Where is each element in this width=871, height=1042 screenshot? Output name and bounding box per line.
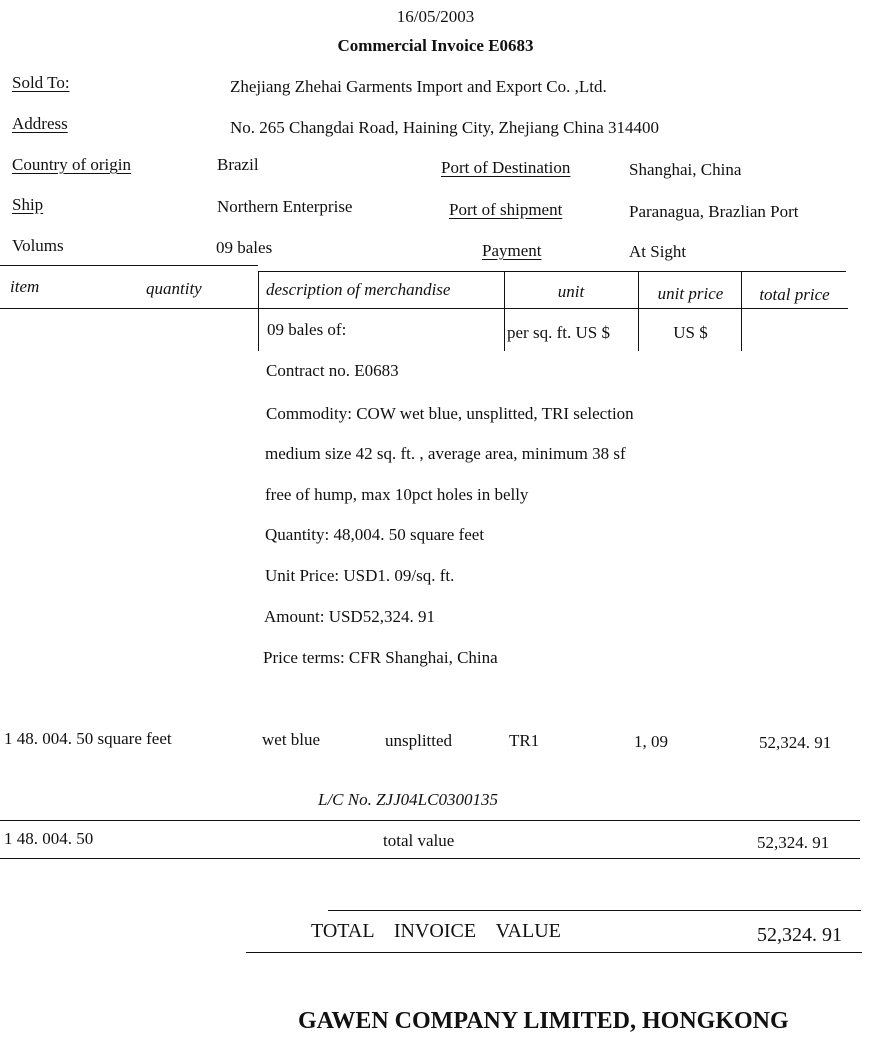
detail-contract: Contract no. E0683: [266, 361, 399, 380]
ship-label: Ship: [12, 195, 44, 214]
sold-to-label: Sold To:: [12, 73, 70, 92]
invoice-total-label: TOTAL INVOICE VALUE: [311, 920, 561, 942]
header-total-price: total price: [759, 285, 830, 304]
detail-hump: free of hump, max 10pct holes in belly: [265, 485, 529, 504]
header-description: description of merchandise: [266, 280, 451, 299]
destination-label: Port of Destination: [441, 158, 571, 177]
volums-value: 09 bales: [216, 238, 273, 257]
ship-value: Northern Enterprise: [217, 197, 353, 216]
payment-value: At Sight: [629, 242, 687, 261]
invoice-total-bottom-rule: [246, 952, 862, 953]
line-item-quantity: 1 48. 004. 50 square feet: [4, 729, 172, 748]
origin-value: Brazil: [217, 155, 259, 174]
header-item: item: [10, 277, 40, 296]
invoice-title: Commercial Invoice E0683: [337, 36, 534, 55]
destination-value: Shanghai, China: [629, 160, 742, 179]
line-item-type: wet blue: [262, 730, 321, 749]
header-quantity: quantity: [146, 279, 202, 298]
line-item-price: 1, 09: [634, 732, 668, 751]
col-divider-1: [258, 271, 259, 351]
line-item-split: unsplitted: [385, 731, 453, 750]
first-row-description: 09 bales of:: [267, 320, 347, 339]
total-row-value: 52,324. 91: [757, 833, 830, 852]
shipment-value: Paranagua, Brazlian Port: [629, 202, 799, 221]
detail-price-terms: Price terms: CFR Shanghai, China: [263, 648, 498, 667]
detail-quantity: Quantity: 48,004. 50 square feet: [265, 525, 485, 544]
company-name: GAWEN COMPANY LIMITED, HONGKONG: [298, 1008, 789, 1034]
total-row-bottom-rule: [0, 858, 860, 859]
detail-commodity: Commodity: COW wet blue, unsplitted, TRI selection: [266, 404, 634, 423]
col-divider-4: [741, 271, 742, 351]
header-unit: unit: [557, 282, 585, 301]
invoice-total-value: 52,324. 91: [757, 924, 842, 946]
lc-number: L/C No. ZJJ04LC0300135: [318, 790, 498, 809]
payment-label: Payment: [482, 241, 542, 260]
invoice-total-top-rule: [328, 910, 861, 911]
table-top-rule-left: [0, 265, 258, 266]
table-top-rule-right: [258, 271, 846, 272]
line-item-total: 52,324. 91: [759, 733, 832, 752]
origin-label: Country of origin: [12, 155, 131, 174]
shipment-label: Port of shipment: [449, 200, 563, 219]
address-value: No. 265 Changdai Road, Haining City, Zhejiang China 314400: [230, 118, 660, 137]
detail-unit-price: Unit Price: USD1. 09/sq. ft.: [265, 566, 455, 585]
sold-to-value: Zhejiang Zhehai Garments Import and Export Co. ,Ltd.: [230, 77, 607, 96]
invoice-date: 16/05/2003: [396, 7, 475, 26]
address-label: Address: [12, 114, 68, 133]
first-row-unit: per sq. ft. US $: [507, 323, 610, 342]
volums-label: Volums: [12, 236, 64, 255]
col-divider-3: [638, 271, 639, 351]
first-row-unit-price: US $: [673, 323, 708, 342]
detail-amount: Amount: USD52,324. 91: [264, 607, 435, 626]
total-row-quantity: 1 48. 004. 50: [4, 829, 94, 848]
header-unit-price: unit price: [657, 284, 724, 303]
detail-size: medium size 42 sq. ft. , average area, minimum 38 sf: [265, 444, 626, 463]
table-header-bottom-rule: [0, 308, 848, 309]
total-row-top-rule: [0, 820, 860, 821]
line-item-selection: TR1: [509, 731, 540, 750]
total-row-label: total value: [383, 831, 455, 850]
